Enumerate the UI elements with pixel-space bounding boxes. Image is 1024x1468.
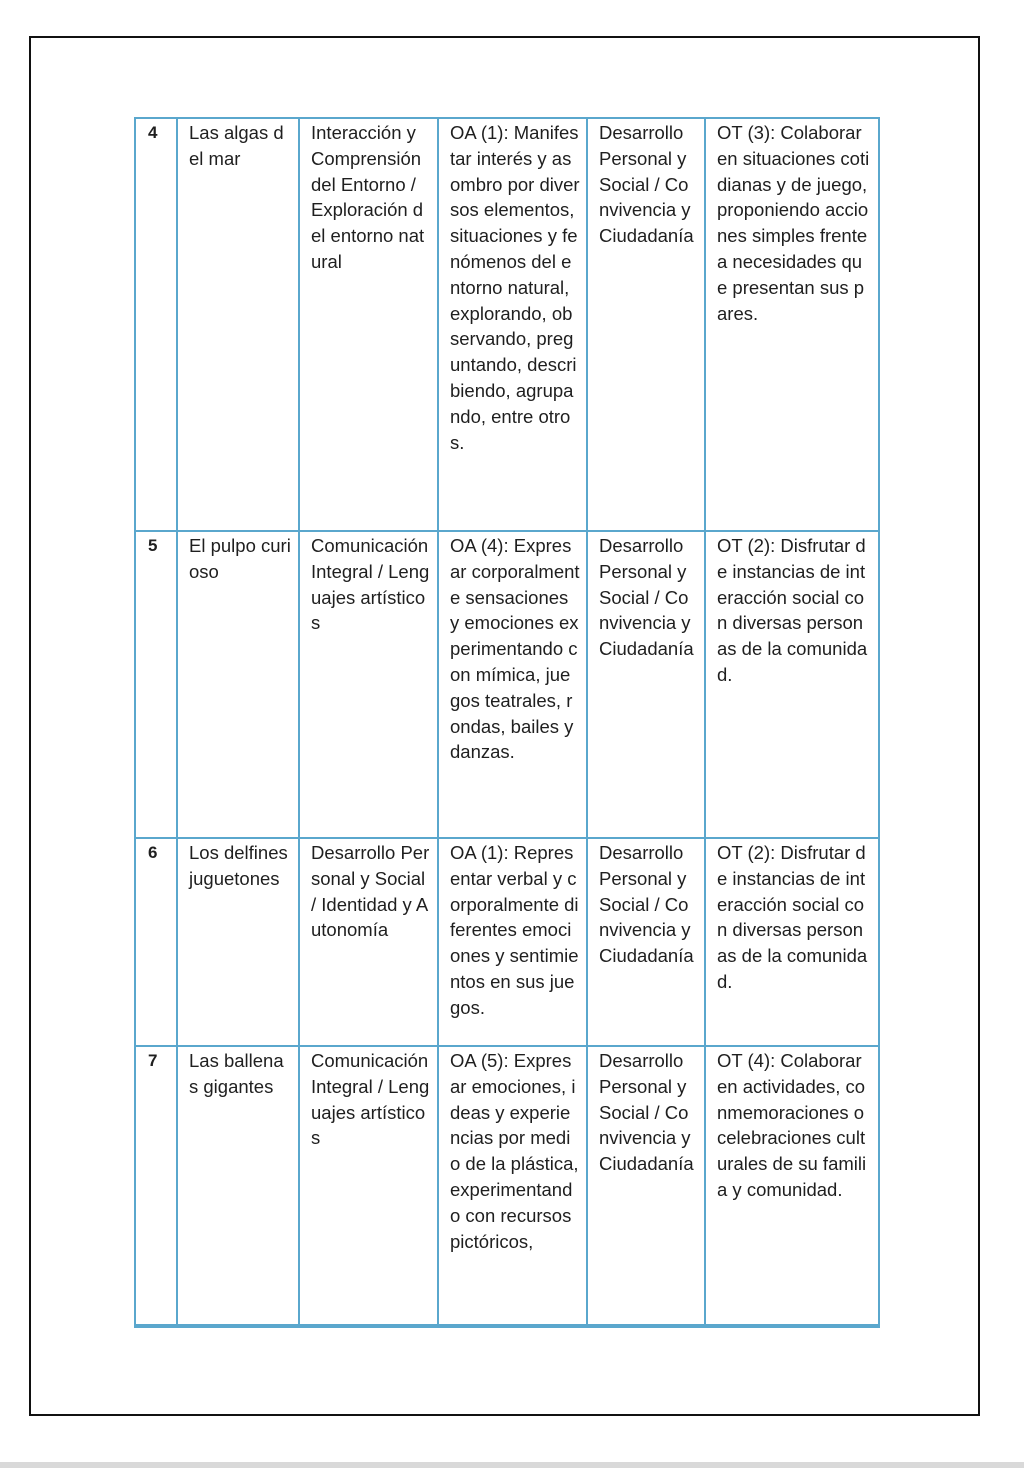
row-number: 4: [135, 118, 177, 531]
activity-plan-table: [134, 117, 880, 1328]
transversal-objective: OT (2): Disfrutar de instancias de interacción social con diversas personas de la comunidad.: [705, 531, 879, 838]
transversal-objective: OT (4): Colaborar en actividades, conmemoraciones o celebraciones culturales de su familia y comunidad.: [705, 1046, 879, 1326]
ambito-nucleo: Comunicación Integral / Lenguajes artísticos: [299, 531, 438, 838]
transversal-nucleus: Desarrollo Personal y Social / Convivencia y Ciudadanía: [587, 838, 705, 1046]
table-row: [135, 1046, 879, 1326]
table-row: [135, 838, 879, 1046]
ambito-nucleo: Comunicación Integral / Lenguajes artísticos: [299, 1046, 438, 1326]
learning-objective: OA (1): Representar verbal y corporalmente diferentes emociones y sentimientos en sus juegos.: [438, 838, 587, 1046]
row-number: 6: [135, 838, 177, 1046]
row-number: 7: [135, 1046, 177, 1326]
page-bottom-edge: [0, 1462, 1024, 1468]
activity-title: Las ballenas gigantes: [177, 1046, 299, 1326]
transversal-nucleus: Desarrollo Personal y Social / Convivencia y Ciudadanía: [587, 1046, 705, 1326]
learning-objective: OA (5): Expresar emociones, ideas y experiencias por medio de la plástica, experimentando con recursos pictóricos,: [438, 1046, 587, 1326]
learning-objective: OA (1): Manifestar interés y asombro por diversos elementos, situaciones y fenómenos del entorno natural, explorando, observando, preguntando, describiendo, agrupando, entre otros.: [438, 118, 587, 531]
activity-title: Los delfines juguetones: [177, 838, 299, 1046]
transversal-objective: OT (3): Colaborar en situaciones cotidianas y de juego, proponiendo acciones simples frente a necesidades que presentan sus pares.: [705, 118, 879, 531]
activity-title: El pulpo curioso: [177, 531, 299, 838]
row-number: 5: [135, 531, 177, 838]
ambito-nucleo: Interacción y Comprensión del Entorno / Exploración del entorno natural: [299, 118, 438, 531]
ambito-nucleo: Desarrollo Personal y Social / Identidad y Autonomía: [299, 838, 438, 1046]
table-row: [135, 531, 879, 838]
transversal-nucleus: Desarrollo Personal y Social / Convivencia y Ciudadanía: [587, 531, 705, 838]
transversal-objective: OT (2): Disfrutar de instancias de interacción social con diversas personas de la comunidad.: [705, 838, 879, 1046]
transversal-nucleus: Desarrollo Personal y Social / Convivencia y Ciudadanía: [587, 118, 705, 531]
learning-objective: OA (4): Expresar corporalmente sensaciones y emociones experimentando con mímica, juegos teatrales, rondas, bailes y danzas.: [438, 531, 587, 838]
table-row: [135, 118, 879, 531]
activity-title: Las algas del mar: [177, 118, 299, 531]
